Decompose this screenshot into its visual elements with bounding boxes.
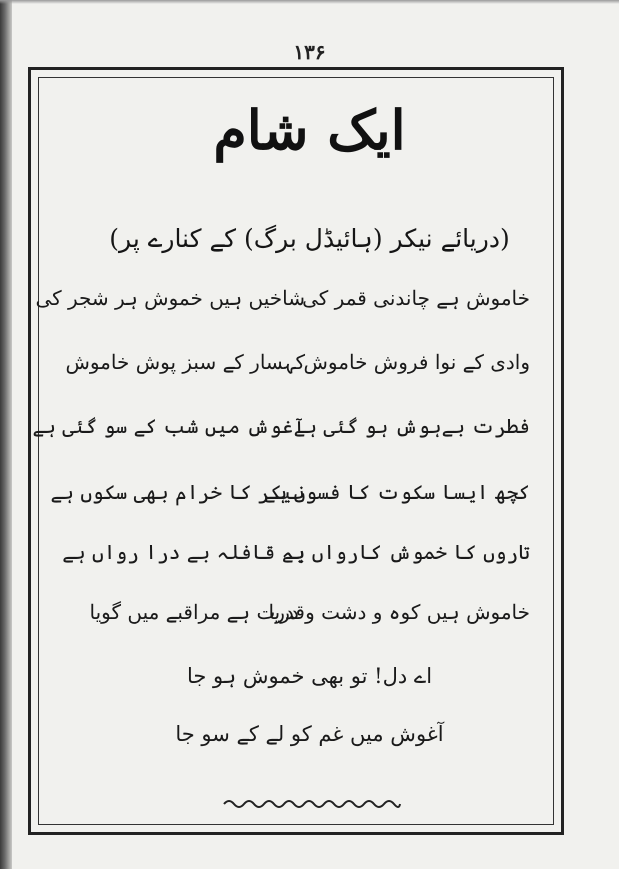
couplet-5-first-line: تاروں کا خموش کارواں ہے [281, 540, 530, 564]
couplet-3 [32, 414, 530, 454]
couplet-6 [90, 600, 530, 640]
couplet-3-second-line: آغوش میں شب کے سو گئی ہے [32, 414, 305, 438]
couplet-4-first-line: کچھ ایسا سکوت کا فسوں ہے [263, 480, 530, 504]
poem-title: ایک شام [213, 98, 406, 162]
couplet-5 [62, 540, 530, 580]
couplet-1-first-line: خاموش ہے چاندنی قمر کی [302, 286, 530, 310]
couplet-4-second-line: نیکر کا خرام بھی سکوں ہے [50, 480, 305, 504]
couplet-6-second-line: قدرت ہے مراقبے میں گویا [89, 600, 305, 624]
couplet-2-second-line: کہسار کے سبز پوش خاموش [65, 350, 305, 374]
couplet-5-second-line: یہ قافلہ بے درا رواں ہے [62, 540, 305, 564]
couplet-1-second-line: شاخیں ہیں خموش ہر شجر کی [35, 286, 305, 310]
closing-line-2: آغوش میں غم کو لے کے سو جا [175, 722, 444, 746]
couplet-2 [65, 350, 530, 390]
page-top-shadow [0, 0, 619, 4]
wavy-divider-ornament [222, 797, 402, 811]
couplet-3-first-line: فطرت بےہوش ہو گئی ہے [293, 414, 530, 438]
couplet-4 [50, 480, 530, 520]
couplet-6-first-line: خاموش ہیں کوہ و دشت و دریا [268, 600, 530, 624]
couplet-2-first-line: وادی کے نوا فروش خاموش [303, 350, 530, 374]
poem-subtitle: (دریائے نیکر (ہائیڈل برگ) کے کنارے پر) [109, 224, 510, 253]
closing-line-1: اے دل! تو بھی خموش ہو جا [186, 664, 433, 688]
couplet-1 [35, 286, 530, 326]
page-number: ۱۳۶ [293, 40, 326, 64]
